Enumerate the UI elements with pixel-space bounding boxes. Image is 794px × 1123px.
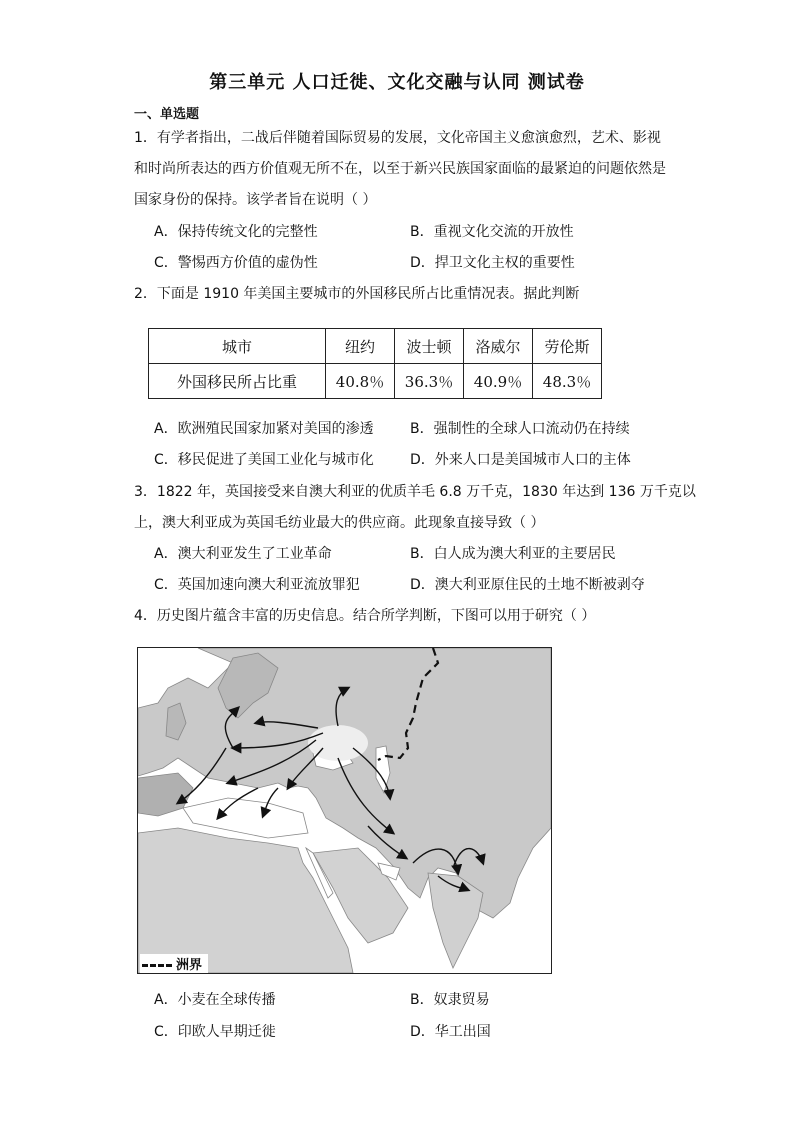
legend-label: 洲界 xyxy=(176,958,203,973)
table-cell: 洛威尔 xyxy=(464,329,533,364)
table-cell: 波士顿 xyxy=(395,329,464,364)
question-3-option-a[interactable]: A．澳大利亚发生了工业革命 xyxy=(154,546,332,562)
question-1-option-a[interactable]: A．保持传统文化的完整性 xyxy=(154,224,318,240)
table-row xyxy=(149,364,602,399)
question-4-option-b[interactable]: B．奴隶贸易 xyxy=(410,992,490,1008)
map-graphic xyxy=(138,648,551,973)
question-1-option-b[interactable]: B．重视文化交流的开放性 xyxy=(410,224,574,240)
question-4-option-c[interactable]: C．印欧人早期迁徙 xyxy=(154,1024,276,1040)
question-1-line-3: 国家身份的保持。该学者旨在说明（ ） xyxy=(134,192,377,208)
table-header-row xyxy=(149,329,602,364)
question-2-option-c[interactable]: C．移民促进了美国工业化与城市化 xyxy=(154,452,374,468)
question-2-option-a[interactable]: A．欧洲殖民国家加紧对美国的渗透 xyxy=(154,421,374,437)
page-title: 第三单元 人口迁徙、文化交融与认同 测试卷 xyxy=(209,72,585,93)
table-cell: 劳伦斯 xyxy=(533,329,602,364)
question-3-line-2: 上，澳大利亚成为英国毛纺业最大的供应商。此现象直接导致（ ） xyxy=(134,515,545,531)
question-1-line-1: 1．有学者指出，二战后伴随着国际贸易的发展，文化帝国主义愈演愈烈，艺术、影视 xyxy=(134,130,661,146)
question-2-option-d[interactable]: D．外来人口是美国城市人口的主体 xyxy=(410,452,631,468)
table-cell: 纽约 xyxy=(326,329,395,364)
question-3-option-c[interactable]: C．英国加速向澳大利亚流放罪犯 xyxy=(154,577,360,593)
table-cell: 外国移民所占比重 xyxy=(149,364,326,399)
question-1-option-d[interactable]: D．捍卫文化主权的重要性 xyxy=(410,255,575,271)
question-3-option-b[interactable]: B．白人成为澳大利亚的主要居民 xyxy=(410,546,616,562)
table-cell: 36.3％ xyxy=(395,364,464,399)
question-3-line-1: 3．1822 年，英国接受来自澳大利亚的优质羊毛 6.8 万千克，1830 年达到 136 万千克以 xyxy=(134,484,696,500)
question-4-option-d[interactable]: D．华工出国 xyxy=(410,1024,491,1040)
question-2-line-1: 2．下面是 1910 年美国主要城市的外国移民所占比重情况表。据此判断 xyxy=(134,286,580,302)
question-4-line-1: 4．历史图片蕴含丰富的历史信息。结合所学判断，下图可以用于研究（ ） xyxy=(134,608,596,624)
question-3-option-d[interactable]: D．澳大利亚原住民的土地不断被剥夺 xyxy=(410,577,645,593)
immigration-table xyxy=(148,328,602,399)
question-2-option-b[interactable]: B．强制性的全球人口流动仍在持续 xyxy=(410,421,630,437)
migration-map xyxy=(137,647,552,974)
table-cell: 城市 xyxy=(149,329,326,364)
question-1-option-c[interactable]: C．警惕西方价值的虚伪性 xyxy=(154,255,318,271)
table-cell: 40.9％ xyxy=(464,364,533,399)
table-cell: 48.3％ xyxy=(533,364,602,399)
section-heading: 一、单选题 xyxy=(134,107,200,122)
dashed-line-icon xyxy=(142,964,172,967)
table-cell: 40.8％ xyxy=(326,364,395,399)
map-legend xyxy=(140,954,208,974)
question-4-option-a[interactable]: A．小麦在全球传播 xyxy=(154,992,276,1008)
question-1-line-2: 和时尚所表达的西方价值观无所不在，以至于新兴民族国家面临的最紧迫的问题依然是 xyxy=(134,161,666,177)
